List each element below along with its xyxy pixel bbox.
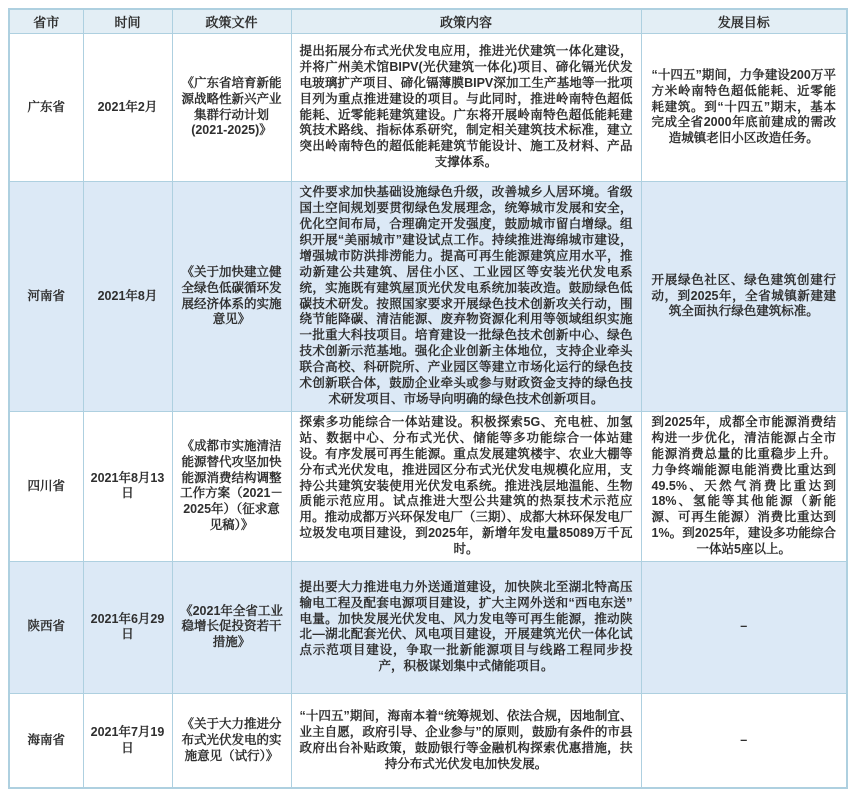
cell-province: 海南省 [9,693,83,788]
cell-province: 河南省 [9,182,83,412]
cell-goal: “十四五”期间，力争建设200万平方米岭南特色超低能耗、近零能耗建筑。到“十四五”期末，基本完成全省2000年底前建成的需改造城镇老旧小区改造任务。 [641,34,847,182]
cell-content: 文件要求加快基础设施绿色升级，改善城乡人居环境。省级国土空间规划要贯彻绿色发展理念，统筹城市发展和安全，优化空间布局，合理确定开发强度，鼓励城市留白增绿。组织开展“美丽城市”建设试点工作。持续推进海绵城市建设，增强城市防洪排涝能力。提高可再生能源建筑应用水平，推动新建公共建筑、居住小区、工业园区等安装光伏发电系统，实施既有建筑屋顶光伏发电系统加装改造。鼓励绿色低碳技术研发。按照国家要求开展绿色技术创新攻关行动，围绕节能降碳、清洁能源、废弃物资源化利用等领域组织实施一批重大科技项目。培育建设一批绿色技术创新中心、绿色技术创新示范基地。强化企业创新主体地位，支持企业牵头联合高校、科研院所、产业园区等建立市场化运行的绿色技术创新联合体，鼓励企业牵头或参与财政资金支持的绿色技术研发项目、市场导向明确的绿色技术创新项目。 [291,182,641,412]
policy-table [8,8,848,789]
cell-document: 《关于加快建立健全绿色低碳循环发展经济体系的实施意见》 [172,182,291,412]
cell-goal: 开展绿色社区、绿色建筑创建行动，到2025年，全省城镇新建建筑全面执行绿色建筑标准。 [641,182,847,412]
header-row [9,9,847,34]
cell-content: 探索多功能综合一体站建设。积极探索5G、充电桩、加氢站、数据中心、分布式光伏、储能等多功能综合一体站建设。有序发展可再生能源。重点发展建筑楼宇、农业大棚等分布式光伏发电，推进园区分布式光伏发电规模化应用，支持公共建筑安装使用光伏发电系统。推进浅层地温能、生物质能示范应用。试点推进大型公共建筑的热泵技术示范应用。推动成都万兴环保发电厂（三期）、成都大林环保发电厂垃圾发电项目建设，到2025年，新增年发电量85089万千瓦时。 [291,412,641,562]
table-row-henan [9,182,847,412]
col-header-goal: 发展目标 [641,9,847,34]
col-header-province: 省市 [9,9,83,34]
cell-document: 《2021年全省工业稳增长促投资若干措施》 [172,561,291,693]
cell-province: 广东省 [9,34,83,182]
table-row-hainan [9,693,847,788]
table-row-shaanxi [9,561,847,693]
cell-province: 陕西省 [9,561,83,693]
cell-date: 2021年2月 [83,34,172,182]
cell-document: 《成都市实施清洁能源替代攻坚加快能源消费结构调整工作方案（2021－2025年）（征求意见稿）》 [172,412,291,562]
cell-goal: – [641,693,847,788]
cell-content: 提出要大力推进电力外送通道建设，加快陕北至湖北特高压输电工程及配套电源项目建设，扩大主网外送和“西电东送”电量。加快发展光伏发电、风力发电等可再生能源，推动陕北—湖北配套光伏、风电项目建设，开展建筑光伏一体化试点示范项目建设，争取一批新能源项目与线路工程同步投产，积极谋划集中式储能项目。 [291,561,641,693]
col-header-document: 政策文件 [172,9,291,34]
cell-date: 2021年8月 [83,182,172,412]
cell-content: 提出拓展分布式光伏发电应用，推进光伏建筑一体化建设，并将广州美术馆BIPV(光伏建筑一体化)项目、碲化镉光伏发电玻璃扩产项目、碲化镉薄膜BIPV深加工生产基地等一批项目列为重点推进建设的项目。与此同时，推进岭南特色超低能耗、近零能耗建筑建设。广东将开展岭南特色超低能耗建筑技术路线、指标体系研究，制定相关建筑技术标准，建立突出岭南特色的超低能耗建筑节能设计、施工及材料、产品支撑体系。 [291,34,641,182]
table-row-sichuan [9,412,847,562]
table-row-guangdong [9,34,847,182]
cell-date: 2021年8月13日 [83,412,172,562]
cell-goal: – [641,561,847,693]
cell-date: 2021年6月29日 [83,561,172,693]
cell-content: “十四五”期间，海南本着“统筹规划、依法合规，因地制宜、业主自愿，政府引导、企业参与”的原则，鼓励有条件的市县政府出台补贴政策，鼓励银行等金融机构探索优惠措施，扶持分布式光伏发电加快发展。 [291,693,641,788]
col-header-date: 时间 [83,9,172,34]
cell-document: 《关于大力推进分布式光伏发电的实施意见（试行）》 [172,693,291,788]
col-header-content: 政策内容 [291,9,641,34]
cell-document: 《广东省培育新能源战略性新兴产业集群行动计划(2021-2025)》 [172,34,291,182]
cell-province: 四川省 [9,412,83,562]
cell-date: 2021年7月19日 [83,693,172,788]
cell-goal: 到2025年，成都全市能源消费结构进一步优化，清洁能源占全市能源消费总量的比重稳步上升。力争终端能源电能消费比重达到49.5%、天然气消费比重达到18%、氢能等其他能源（新能源、可再生能源）消费比重达到1%。到2025年，建设多功能综合一体站5座以上。 [641,412,847,562]
